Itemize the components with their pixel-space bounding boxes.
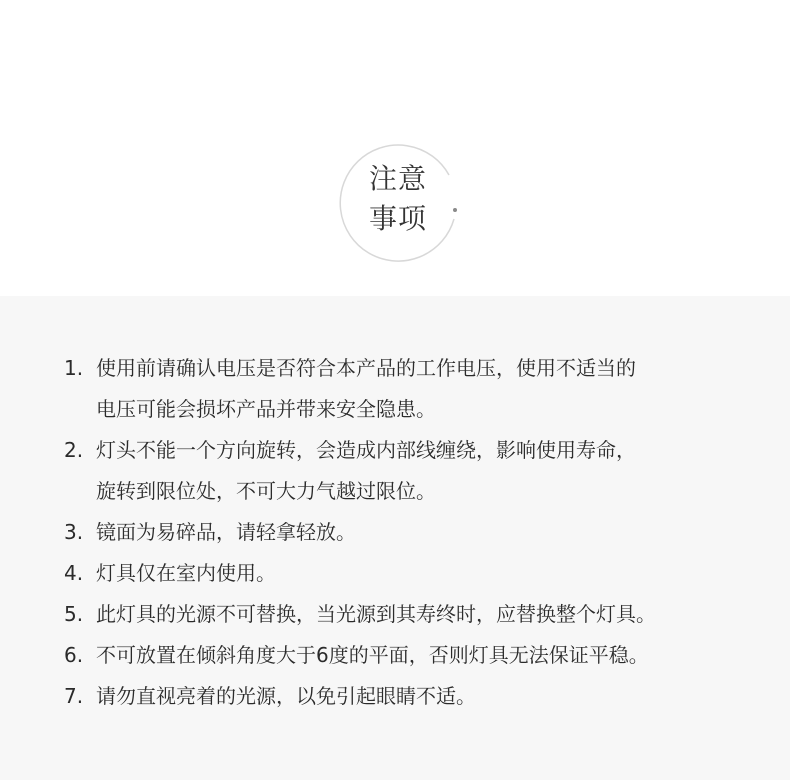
title-badge <box>332 135 464 267</box>
item-text: 此灯具的光源不可替换，当光源到其寿终时，应替换整个灯具。 <box>96 602 656 626</box>
item-text: 灯头不能一个方向旋转，会造成内部线缠绕，影响使用寿命， <box>96 438 636 462</box>
item-text: 请勿直视亮着的光源，以免引起眼睛不适。 <box>96 684 476 708</box>
title-line-2: 事项 <box>368 202 427 235</box>
item-number: 2. <box>64 438 84 462</box>
title-line-1: 注意 <box>368 162 427 195</box>
item-number: 4. <box>64 561 84 585</box>
item-text: 灯具仅在室内使用。 <box>96 561 276 585</box>
list-item <box>64 430 764 512</box>
list-item <box>64 553 764 594</box>
item-number: 1. <box>64 356 84 380</box>
list-item <box>64 676 764 717</box>
item-number: 5. <box>64 602 84 626</box>
item-number: 6. <box>64 643 84 667</box>
item-text: 旋转到限位处，不可大力气越过限位。 <box>96 479 436 503</box>
item-text: 使用前请确认电压是否符合本产品的工作电压，使用不适当的 <box>96 356 636 380</box>
notes-section <box>0 296 790 780</box>
item-text: 不可放置在倾斜角度大于6度的平面，否则灯具无法保证平稳。 <box>96 643 649 667</box>
item-number: 3. <box>64 520 84 544</box>
item-text: 电压可能会损坏产品并带来安全隐患。 <box>96 397 436 421</box>
list-item <box>64 512 764 553</box>
header-section <box>0 0 790 296</box>
page-title <box>332 159 464 239</box>
item-text: 镜面为易碎品，请轻拿轻放。 <box>96 520 356 544</box>
list-item <box>64 348 764 430</box>
notes-list <box>64 348 764 717</box>
list-item <box>64 594 764 635</box>
item-number: 7. <box>64 684 84 708</box>
list-item <box>64 635 764 676</box>
